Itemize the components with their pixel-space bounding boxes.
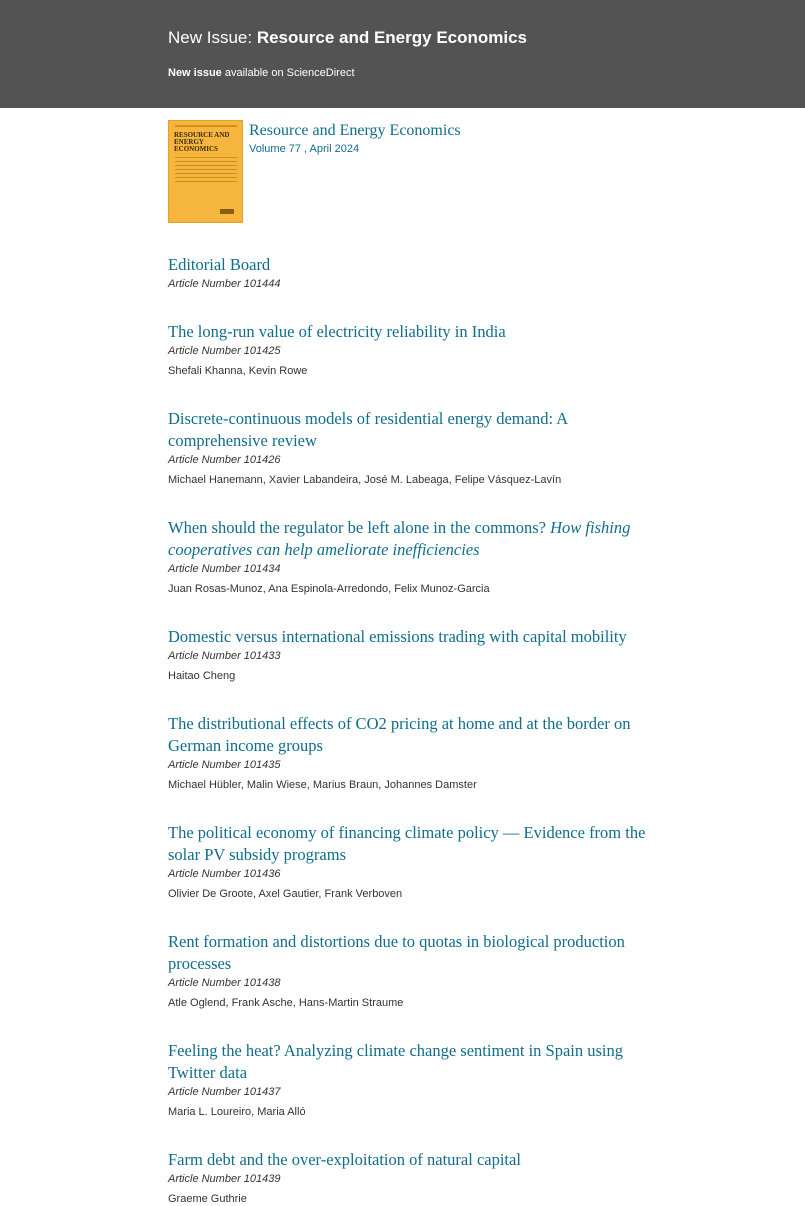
article-item (168, 626, 648, 683)
article-item (168, 408, 648, 487)
banner-title-prefix: New Issue: (168, 28, 257, 47)
issue-content (0, 120, 648, 1206)
article-number: Article Number 101425 (168, 345, 281, 357)
article-title-text: Domestic versus international emissions trading with capital mobility (168, 627, 627, 646)
email-banner (0, 0, 805, 108)
article-title-text: Farm debt and the over-exploitation of natural capital (168, 1150, 521, 1169)
article-title-text: Rent formation and distortions due to quotas in biological production processes (168, 932, 625, 973)
article-title-link[interactable] (168, 408, 648, 452)
article-number: Article Number 101444 (168, 278, 281, 290)
article-title-text: Editorial Board (168, 255, 271, 274)
article-authors: Olivier De Groote, Axel Gautier, Frank Verboven (168, 888, 403, 900)
article-title-link[interactable] (168, 254, 648, 276)
article-item (168, 931, 648, 1010)
cover-title: RESOURCE AND ENERGY ECONOMICS (174, 131, 230, 153)
article-title-link[interactable] (168, 822, 648, 866)
article-title-text: The political economy of financing climate policy — Evidence from the solar PV subsidy programs (168, 823, 646, 864)
article-number: Article Number 101438 (168, 977, 281, 989)
article-item (168, 1149, 648, 1206)
article-authors: Atle Oglend, Frank Asche, Hans-Martin Straume (168, 997, 404, 1009)
cover-top-bar (175, 125, 237, 127)
article-title-text: Feeling the heat? Analyzing climate change sentiment in Spain using Twitter data (168, 1041, 624, 1082)
article-number: Article Number 101434 (168, 563, 281, 575)
cover-contents-lines (175, 157, 237, 185)
article-number: Article Number 101433 (168, 650, 281, 662)
article-title-text: The distributional effects of CO2 pricing at home and at the border on German income groups (168, 714, 631, 755)
article-title-link[interactable] (168, 1149, 648, 1171)
article-item (168, 713, 648, 792)
article-title-text: When should the regulator be left alone in the commons? (168, 518, 551, 537)
article-list (168, 254, 648, 1206)
article-authors: Michael Hübler, Malin Wiese, Marius Braun, Johannes Damster (168, 779, 477, 791)
article-authors: Haitao Cheng (168, 670, 236, 682)
banner-subtitle-rest: available on ScienceDirect (221, 67, 355, 79)
article-number: Article Number 101439 (168, 1173, 281, 1185)
article-title-text: The long-run value of electricity reliability in India (168, 322, 506, 341)
banner-subtitle (168, 66, 805, 80)
article-item (168, 1040, 648, 1119)
journal-volume-link[interactable]: Volume 77 , April 2024 (249, 143, 360, 155)
article-title-link[interactable] (168, 626, 648, 648)
article-number: Article Number 101426 (168, 454, 281, 466)
article-number: Article Number 101437 (168, 1086, 281, 1098)
article-item (168, 517, 648, 596)
journal-name-link[interactable]: Resource and Energy Economics (249, 122, 461, 139)
article-item (168, 254, 648, 291)
journal-info (249, 120, 461, 223)
article-authors: Michael Hanemann, Xavier Labandeira, José M. Labeaga, Felipe Vásquez-Lavín (168, 474, 562, 486)
article-authors: Maria L. Loureiro, Maria Alló (168, 1106, 306, 1118)
publisher-logo-icon (220, 209, 234, 214)
article-title-link[interactable] (168, 931, 648, 975)
article-authors: Graeme Guthrie (168, 1193, 247, 1205)
article-item (168, 822, 648, 901)
article-title-link[interactable] (168, 517, 648, 561)
article-title-text: Discrete-continuous models of residential energy demand: A comprehensive review (168, 409, 568, 450)
article-authors: Juan Rosas-Munoz, Ana Espinola-Arredondo, Felix Munoz-Garcia (168, 583, 490, 595)
article-item (168, 321, 648, 378)
article-title-link[interactable] (168, 1040, 648, 1084)
article-title-link[interactable] (168, 321, 648, 343)
banner-title (168, 28, 805, 48)
article-number: Article Number 101436 (168, 868, 281, 880)
banner-journal-name: Resource and Energy Economics (256, 28, 528, 47)
journal-header (168, 120, 648, 223)
article-subtitle-text: How fishing cooperatives can help ameliorate inefficiencies (168, 518, 631, 559)
journal-cover-image[interactable] (168, 120, 243, 223)
banner-subtitle-bold: New issue (168, 67, 222, 79)
article-number: Article Number 101435 (168, 759, 281, 771)
article-title-link[interactable] (168, 713, 648, 757)
article-authors: Shefali Khanna, Kevin Rowe (168, 365, 308, 377)
